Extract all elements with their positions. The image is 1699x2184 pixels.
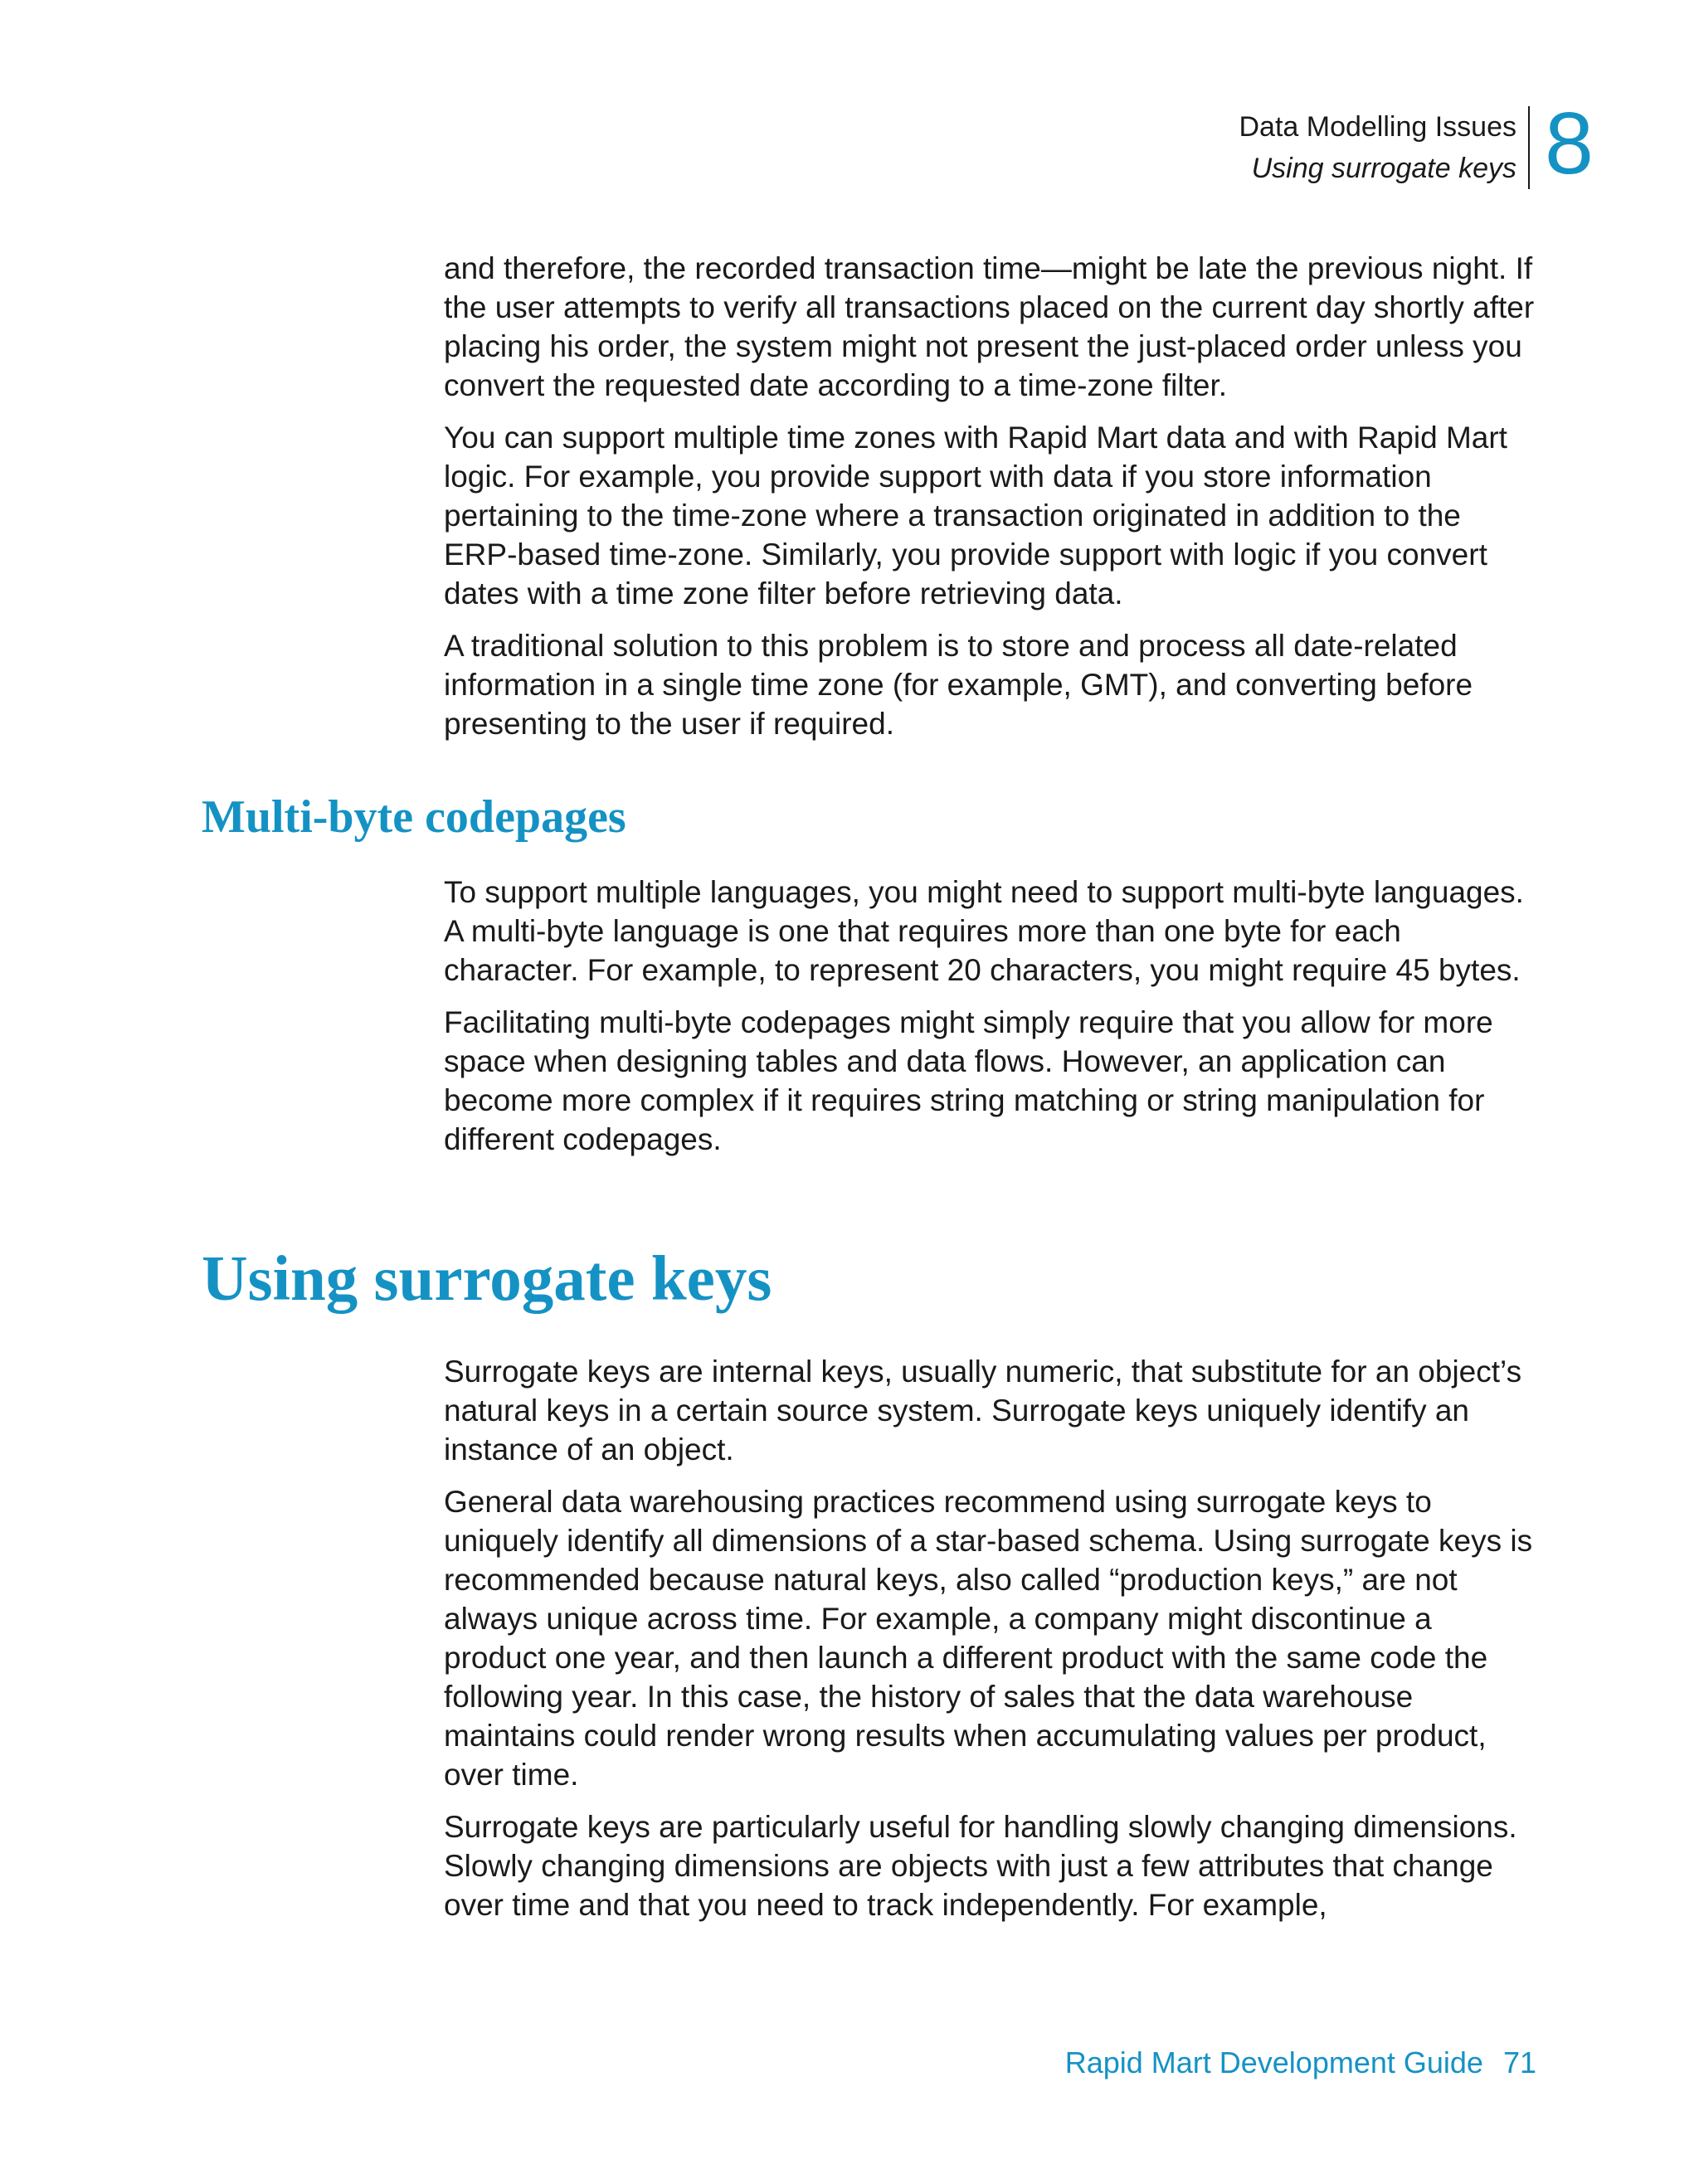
intro-paragraph-3: A traditional solution to this problem is to store and process all date-related information in a single time zone (for example, GMT), and converting before presenting to the user if required. — [444, 629, 1473, 741]
footer-guide-title: Rapid Mart Development Guide — [1064, 2045, 1483, 2079]
surrogate-paragraph-2: General data warehousing practices recommend using surrogate keys to uniquely identify all dimensions of a star-based schema. Using surrogate keys is recommended because natural keys, also called “production keys,” are not always unique across time. For example, a company might discontinue a product one year, and then launch a different product with the same code the following year. In this case, the history of sales that the data warehouse maintains could render wrong results when accumulating values per product, over time. — [444, 1485, 1533, 1792]
page-number: 71 — [1502, 2045, 1536, 2079]
surrogate-paragraph-3: Surrogate keys are particularly useful for handling slowly changing dimensions. Slowly changing dimensions are objects with just a few attributes that change over time and that you need to track independently. For example, — [444, 1810, 1517, 1922]
chapter-number: 8 — [1545, 95, 1594, 192]
running-header-section-title: Using surrogate keys — [1251, 153, 1516, 184]
intro-paragraph-1: and therefore, the recorded transaction time—might be late the previous night. If the user attempts to verify all transactions placed on the current day shortly after placing his order, the system might not present the just-placed order unless you convert the requested date according to a time-zone filter. — [444, 251, 1535, 402]
running-header-chapter-title: Data Modelling Issues — [1239, 111, 1516, 143]
intro-text-block — [444, 249, 1539, 756]
multibyte-paragraph-2: Facilitating multi-byte codepages might simply require that you allow for more space when designing tables and data flows. However, an application can become more complex if it requires string matching or string manipulation for different codepages. — [444, 1005, 1493, 1156]
surrogate-keys-heading: Using surrogate keys — [202, 1243, 772, 1314]
multibyte-heading: Multi-byte codepages — [202, 791, 626, 843]
multibyte-paragraph-1: To support multiple languages, you might need to support multi-byte languages. A multi-byte language is one that requires more than one byte for each character. For example, to represent 20 characters, you might require 45 bytes. — [444, 875, 1524, 987]
page-footer — [1065, 2042, 1536, 2084]
surrogate-text-block — [444, 1352, 1539, 1938]
running-header — [1239, 106, 1530, 189]
surrogate-paragraph-1: Surrogate keys are internal keys, usually numeric, that substitute for an object’s natural keys in a certain source system. Surrogate keys uniquely identify an instance of an object. — [444, 1355, 1522, 1467]
intro-paragraph-2: You can support multiple time zones with Rapid Mart data and with Rapid Mart logic. For example, you provide support with data if you store information pertaining to the time-zone where a transaction originated in addition to the ERP-based time-zone. Similarly, you provide support with logic if you convert dates with a time zone filter before retrieving data. — [444, 421, 1507, 610]
multibyte-text-block — [444, 873, 1539, 1172]
